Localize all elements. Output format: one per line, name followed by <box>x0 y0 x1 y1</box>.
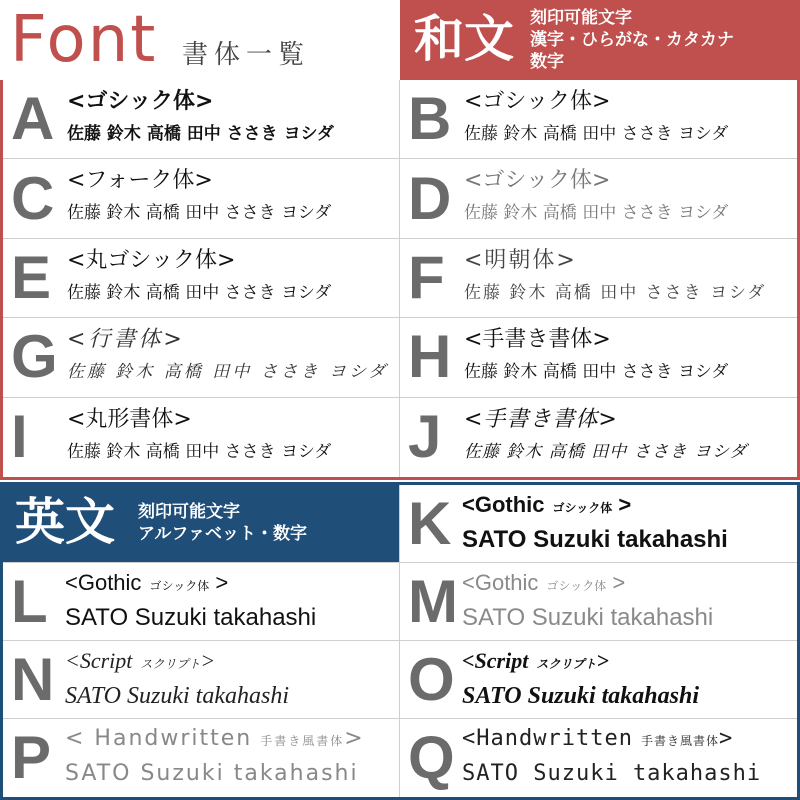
english-description-line: アルファベット・数字 <box>138 524 307 544</box>
japanese-description-line: 刻印可能文字 <box>530 8 632 28</box>
font-sample: 佐藤 鈴木 高橋 田中 ささき ヨシダ <box>464 282 767 303</box>
font-sample: SATO Suzuki takahashi <box>65 683 290 709</box>
font-letter: L <box>11 567 48 635</box>
font-name: <ゴシック体> <box>464 168 611 194</box>
font-letter: B <box>408 85 452 153</box>
font-name <box>65 647 215 678</box>
font-option-d[interactable] <box>400 159 797 238</box>
japanese-description-line: 漢字・ひらがな・カタカナ <box>530 30 734 50</box>
font-name-end: > <box>215 570 229 595</box>
font-name-main: <Script <box>462 648 529 673</box>
font-name-main: <Gothic <box>462 570 539 595</box>
font-letter: F <box>408 243 445 311</box>
font-letter: M <box>408 567 458 635</box>
font-name <box>462 647 609 678</box>
english-description <box>138 501 307 545</box>
font-sample: 佐藤 鈴木 高橋 田中 ささき ヨシダ <box>464 203 729 224</box>
font-letter: P <box>11 724 52 791</box>
font-option-g[interactable] <box>3 318 400 397</box>
font-name-end: > <box>344 726 365 751</box>
font-name <box>65 725 365 755</box>
font-name-japanese: スクリプト <box>140 657 201 671</box>
font-option-h[interactable] <box>400 318 797 397</box>
font-letter: Q <box>408 724 455 791</box>
font-name-japanese: ゴシック体 <box>149 579 210 593</box>
font-sample: 佐藤 鈴木 高橋 田中 ささき ヨシダ <box>67 441 332 462</box>
english-description-line: 刻印可能文字 <box>138 502 240 522</box>
font-name-end: > <box>618 492 632 517</box>
font-letter: G <box>11 323 58 391</box>
font-option-b[interactable] <box>400 80 797 159</box>
font-sample: SATO Suzuki takahashi <box>462 683 700 709</box>
font-name: <フォーク体> <box>67 168 213 194</box>
font-sample: 佐藤 鈴木 高橋 田中 ささき ヨシダ <box>67 124 334 144</box>
japanese-description-line: 数字 <box>530 52 564 72</box>
font-name: <手書き書体> <box>464 327 611 353</box>
font-sample: SATO Suzuki takahashi <box>462 761 762 786</box>
font-sample: SATO Suzuki takahashi <box>65 604 317 631</box>
font-sample: SATO Suzuki takahashi <box>462 526 728 553</box>
font-name-main: <Handwritten <box>462 726 633 751</box>
font-letter: H <box>408 323 452 391</box>
font-option-m[interactable] <box>400 563 797 641</box>
font-option-o[interactable] <box>400 641 797 719</box>
font-sample: 佐藤 鈴木 高橋 田中 ささき ヨシダ <box>67 203 332 224</box>
english-header <box>3 485 400 562</box>
font-logo: Font <box>10 3 158 77</box>
font-option-k[interactable] <box>400 485 797 563</box>
font-letter: A <box>11 85 55 153</box>
font-name-main: <Gothic <box>462 492 545 517</box>
font-sample: 佐藤 鈴木 高橋 田中 ささき ヨシダ <box>464 362 729 383</box>
font-option-a[interactable] <box>3 80 400 159</box>
font-name-japanese: ゴシック体 <box>546 579 607 593</box>
font-option-c[interactable] <box>3 159 400 238</box>
font-option-e[interactable] <box>3 239 400 318</box>
header-left <box>0 0 400 80</box>
font-name <box>462 569 625 600</box>
font-name <box>65 569 228 600</box>
japanese-font-section <box>0 80 800 480</box>
font-option-i[interactable] <box>3 398 400 477</box>
font-name-end: > <box>612 570 626 595</box>
english-title: 英文 <box>15 493 115 551</box>
font-name: <ゴシック体> <box>464 89 611 114</box>
font-option-l[interactable] <box>3 563 400 641</box>
font-sample: 佐藤 鈴木 高橋 田中 ささき ヨシダ <box>464 124 729 144</box>
font-name-main: <Script <box>65 648 133 673</box>
font-letter: J <box>408 403 442 471</box>
font-name-end: > <box>200 648 216 673</box>
font-letter: O <box>408 645 455 713</box>
font-name-main: <Gothic <box>65 570 142 595</box>
font-name-end: > <box>596 648 609 673</box>
font-list-subtitle: 書体一覧 <box>182 40 311 70</box>
font-name-japanese: 手書き風書体 <box>260 734 345 748</box>
font-letter: D <box>408 164 452 232</box>
font-name: <丸形書体> <box>67 406 192 432</box>
font-sample: 佐藤 鈴木 高橋 田中 ささき ヨシダ <box>464 441 748 462</box>
japanese-header <box>400 0 800 80</box>
font-option-n[interactable] <box>3 641 400 719</box>
font-name <box>462 491 631 522</box>
font-name-main: < Handwritten <box>65 726 253 751</box>
font-option-j[interactable] <box>400 398 797 477</box>
font-name-end: > <box>718 726 734 751</box>
font-option-q[interactable] <box>400 719 797 797</box>
japanese-title: 和文 <box>414 10 514 68</box>
font-sample: SATO Suzuki takahashi <box>462 604 714 631</box>
font-option-p[interactable] <box>3 719 400 797</box>
font-letter: I <box>11 403 28 471</box>
japanese-description <box>530 7 734 73</box>
english-font-grid <box>3 485 797 797</box>
english-header-cell <box>3 485 400 563</box>
font-sample: 佐藤 鈴木 高橋 田中 ささき ヨシダ <box>67 282 332 303</box>
font-letter: N <box>11 645 55 713</box>
font-letter: K <box>408 489 452 557</box>
font-name: <手書き書体> <box>464 406 618 432</box>
font-name: <ゴシック体> <box>67 89 214 114</box>
font-name-japanese: スクリプト <box>536 657 597 671</box>
font-name-japanese: 手書き風書体 <box>640 734 719 748</box>
font-name-japanese: ゴシック体 <box>552 501 613 515</box>
font-name <box>462 725 733 755</box>
font-letter: E <box>11 243 52 311</box>
font-name: <明朝体> <box>464 247 577 273</box>
font-sample: 佐藤 鈴木 高橋 田中 ささき ヨシダ <box>67 362 389 383</box>
font-letter: C <box>11 164 55 232</box>
japanese-font-grid <box>3 80 797 477</box>
font-sample: SATO Suzuki takahashi <box>65 761 359 786</box>
english-font-section <box>0 482 800 800</box>
font-name: <丸ゴシック体> <box>67 247 236 273</box>
font-option-f[interactable] <box>400 239 797 318</box>
font-name: <行書体> <box>67 327 185 353</box>
